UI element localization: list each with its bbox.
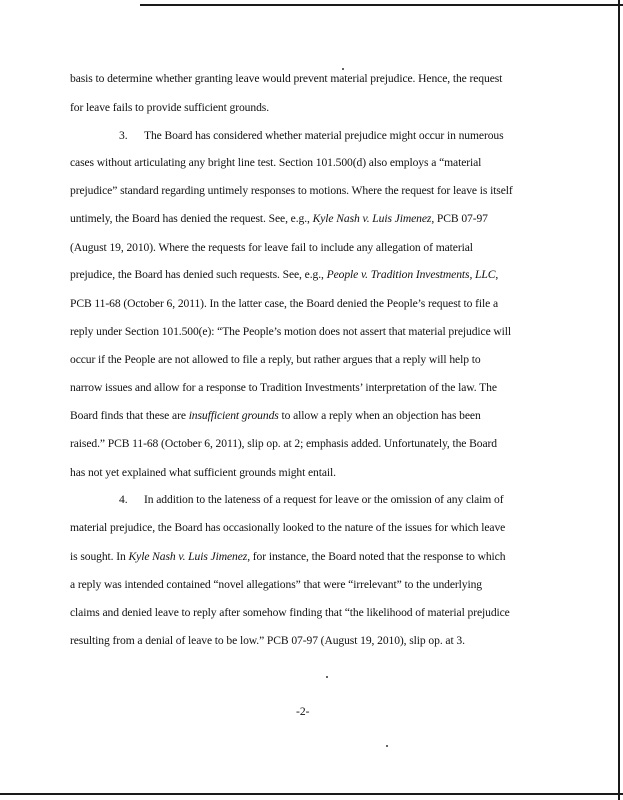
text-line: narrow issues and allow for a response to Tradition Investments’ interpretation of the law. The: [70, 381, 497, 394]
text-line: resulting from a denial of leave to be low.” PCB 07-97 (August 19, 2010), slip op. at 3.: [70, 634, 465, 647]
scan-speck: [326, 676, 328, 678]
case-citation: Kyle Nash v. Luis Jimenez: [312, 212, 432, 225]
text-line: claims and denied leave to reply after somehow finding that “the likelihood of material prejudice: [70, 606, 510, 619]
scan-speck: [386, 745, 388, 747]
text-line: In addition to the lateness of a request for leave or the omission of any claim of: [144, 493, 504, 506]
text-line: basis to determine whether granting leave would prevent material prejudice. Hence, the request: [70, 72, 503, 85]
text-line: for leave fails to provide sufficient grounds.: [70, 101, 269, 114]
text-line: (August 19, 2010). Where the requests for leave fail to include any allegation of material: [70, 241, 473, 254]
scan-border-bottom: [0, 793, 623, 795]
text-line: prejudice” standard regarding untimely responses to motions. Where the request for leave is itself: [70, 184, 513, 197]
scan-border-top: [140, 4, 623, 6]
text-line: material prejudice, the Board has occasionally looked to the nature of the issues for which leave: [70, 521, 506, 534]
text-segment: is sought. In: [70, 550, 129, 563]
text-line: a reply was intended contained “novel allegations” that were “irrelevant” to the underlying: [70, 578, 482, 591]
page-number: -2-: [296, 705, 310, 718]
text-line: cases without articulating any bright line test. Section 101.500(d) also employs a “material: [70, 156, 482, 169]
text-line: [70, 409, 481, 423]
text-line: [70, 268, 498, 282]
scan-border-right: [618, 0, 620, 800]
text-segment: ,: [495, 268, 499, 281]
text-line: PCB 11-68 (October 6, 2011). In the latter case, the Board denied the People’s request to file a: [70, 297, 499, 310]
text-segment: , PCB 07-97: [431, 212, 488, 225]
text-line: raised.” PCB 11-68 (October 6, 2011), slip op. at 2; emphasis added. Unfortunately, the Board: [70, 437, 497, 450]
text-line: occur if the People are not allowed to file a reply, but rather argues that a reply will help to: [70, 353, 481, 366]
text-segment: , for instance, the Board noted that the response to which: [247, 550, 506, 563]
text-segment: Board finds that these are: [70, 409, 189, 422]
text-segment: to allow a reply when an objection has been: [278, 409, 481, 422]
text-line: reply under Section 101.500(e): “The People’s motion does not assert that material prejudice will: [70, 325, 512, 338]
scan-speck: [342, 68, 344, 70]
paragraph-number: 3.: [119, 129, 128, 142]
text-line: [70, 550, 505, 564]
text-line: [70, 212, 488, 226]
case-citation: Kyle Nash v. Luis Jimenez: [128, 550, 248, 563]
case-citation: People v. Tradition Investments, LLC: [326, 268, 496, 281]
text-line: The Board has considered whether material prejudice might occur in numerous: [144, 129, 504, 142]
paragraph-number: 4.: [119, 493, 128, 506]
text-segment: untimely, the Board has denied the request. See, e.g.,: [70, 212, 313, 225]
text-line: has not yet explained what sufficient grounds might entail.: [70, 466, 336, 479]
text-segment: prejudice, the Board has denied such requests. See, e.g.,: [70, 268, 327, 281]
emphasis: insufficient grounds: [188, 409, 279, 422]
